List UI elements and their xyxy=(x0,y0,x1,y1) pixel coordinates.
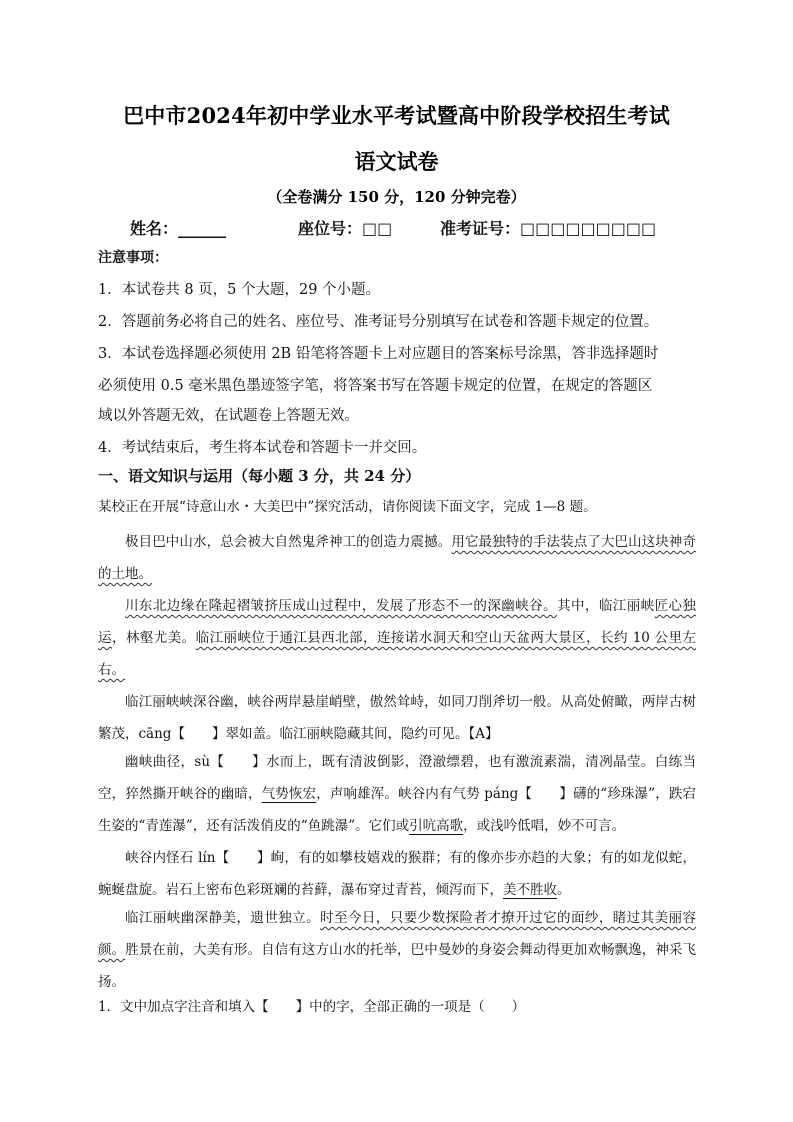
section-1-intro: 某校正在开展“诗意山水・大美巴中”探究活动，请你阅读下面文字，完成 1—8 题。 xyxy=(98,499,597,515)
section-1-heading: 一、语文知识与运用（每小题 3 分，共 24 分） xyxy=(98,467,421,485)
marked-sentence: 时至今日，只要少数探险者才撩开过它的面纱，睹过其美丽容颜。 xyxy=(98,910,696,958)
passage-text: 临江丽峡幽深静美，遗世独立。 xyxy=(125,910,321,926)
passage-text: 极目巴中山水，总会被大自然鬼斧神工的创造力震撼。 xyxy=(125,534,452,550)
underlined-idiom: 引吭高歌 xyxy=(409,818,464,834)
notice-item-3-line-1: 3．本试卷选择题必须使用 2B 铅笔将答题卡上对应题目的答案标号涂黑，答非选择题时 xyxy=(98,346,659,362)
name-field-label: 姓名：______ xyxy=(130,219,227,238)
notice-item-2: 2．答题前务必将自己的姓名、座位号、准考证号分别填写在试卷和答题卡规定的位置。 xyxy=(98,314,659,330)
passage-paragraph-1 xyxy=(98,526,696,590)
question-1: 1．文中加点字注音和填入【 】中的字，全部正确的一项是（ ） xyxy=(98,999,526,1015)
passage-text: ，声响雄浑。峡谷内有气势 páng【 】礴的“珍珠瀑”，跌宕生姿的“青莲瀑”，还有活泼俏皮的“鱼跳瀑”。它们或 xyxy=(98,786,696,834)
passage-paragraph-4 xyxy=(98,746,696,842)
passage-paragraph-2 xyxy=(98,590,696,686)
passage-paragraph-5 xyxy=(98,842,696,906)
passage-text: ，林壑尤美。 xyxy=(111,630,196,646)
notice-item-1: 1．本试卷共 8 页，5 个大题，29 个小题。 xyxy=(98,282,381,298)
notice-item-3-line-3: 域以外答题无效，在试题卷上答题无效。 xyxy=(98,408,359,424)
seat-number-label: 座位号：□□ xyxy=(298,219,393,238)
passage-text: 。 xyxy=(557,882,571,898)
exam-subtitle: 语文试卷 xyxy=(354,149,439,174)
notice-item-4: 4．考试结束后，考生将本试卷和答题卡一并交回。 xyxy=(98,440,427,456)
marked-idiom: 匠心独运 xyxy=(98,598,696,646)
passage-text: 胜景在前，大美有形。自信有这方山水的托举，巴中曼妙的身姿会舞动得更加欢畅飘逸，神采飞扬。 xyxy=(98,942,697,990)
exam-number-label: 准考证号：□□□□□□□□□ xyxy=(440,219,657,238)
underlined-idiom: 美不胜收 xyxy=(503,882,557,898)
passage-text: 峡谷内怪石 lín【 】峋，有的如攀枝嬉戏的猴群；有的像亦步亦趋的大象；有的如龙似蛇，蜿蜒盘旋。岩石上密布色彩斑斓的苔藓，瀑布穿过青苔，倾泻而下， xyxy=(98,850,696,898)
notice-heading: 注意事项： xyxy=(98,250,168,266)
exam-title: 巴中市2024年初中学业水平考试暨高中阶段学校招生考试 xyxy=(123,103,670,128)
passage-text: ，或浅吟低唱，妙不可言。 xyxy=(463,818,626,834)
marked-sentence: 临江丽峡位于通江县西北部，连接诺水洞天和空山天盆两大景区，长约 10 公里左右。 xyxy=(98,630,697,678)
exam-note: （全卷满分 150 分，120 分钟完卷） xyxy=(267,188,526,206)
marked-sentence: 用它最独特的手法装点了大巴山这块神奇的土地。 xyxy=(98,534,697,582)
marked-sentence: 川东北边缘在隆起褶皱挤压成山过程中，发展了形态不一的深幽峡谷。 xyxy=(125,598,558,614)
notice-item-3-line-2: 必须使用 0.5 毫米黑色墨迹签字笔，将答案书写在答题卡规定的位置，在规定的答题区 xyxy=(98,378,653,394)
passage-text: 幽峡曲径，sù【 】水而上，既有清波倒影，澄澈缥碧，也有激流素湍，清冽晶莹。白练当空，猝然撕开峡谷的幽暗， xyxy=(98,754,696,802)
passage-paragraph-6 xyxy=(98,902,696,998)
passage-text: 其中，临江丽峡 xyxy=(557,598,655,614)
underlined-idiom: 气势恢宏 xyxy=(261,786,317,802)
passage-paragraph-3: 临江丽峡峡深谷幽，峡谷两岸悬崖峭壁，傲然耸峙，如同刀削斧切一般。从高处俯瞰，两岸古树繁茂，cāng【 】翠如盖。临江丽峡隐藏其间，隐约可见。【A】 xyxy=(98,694,696,742)
